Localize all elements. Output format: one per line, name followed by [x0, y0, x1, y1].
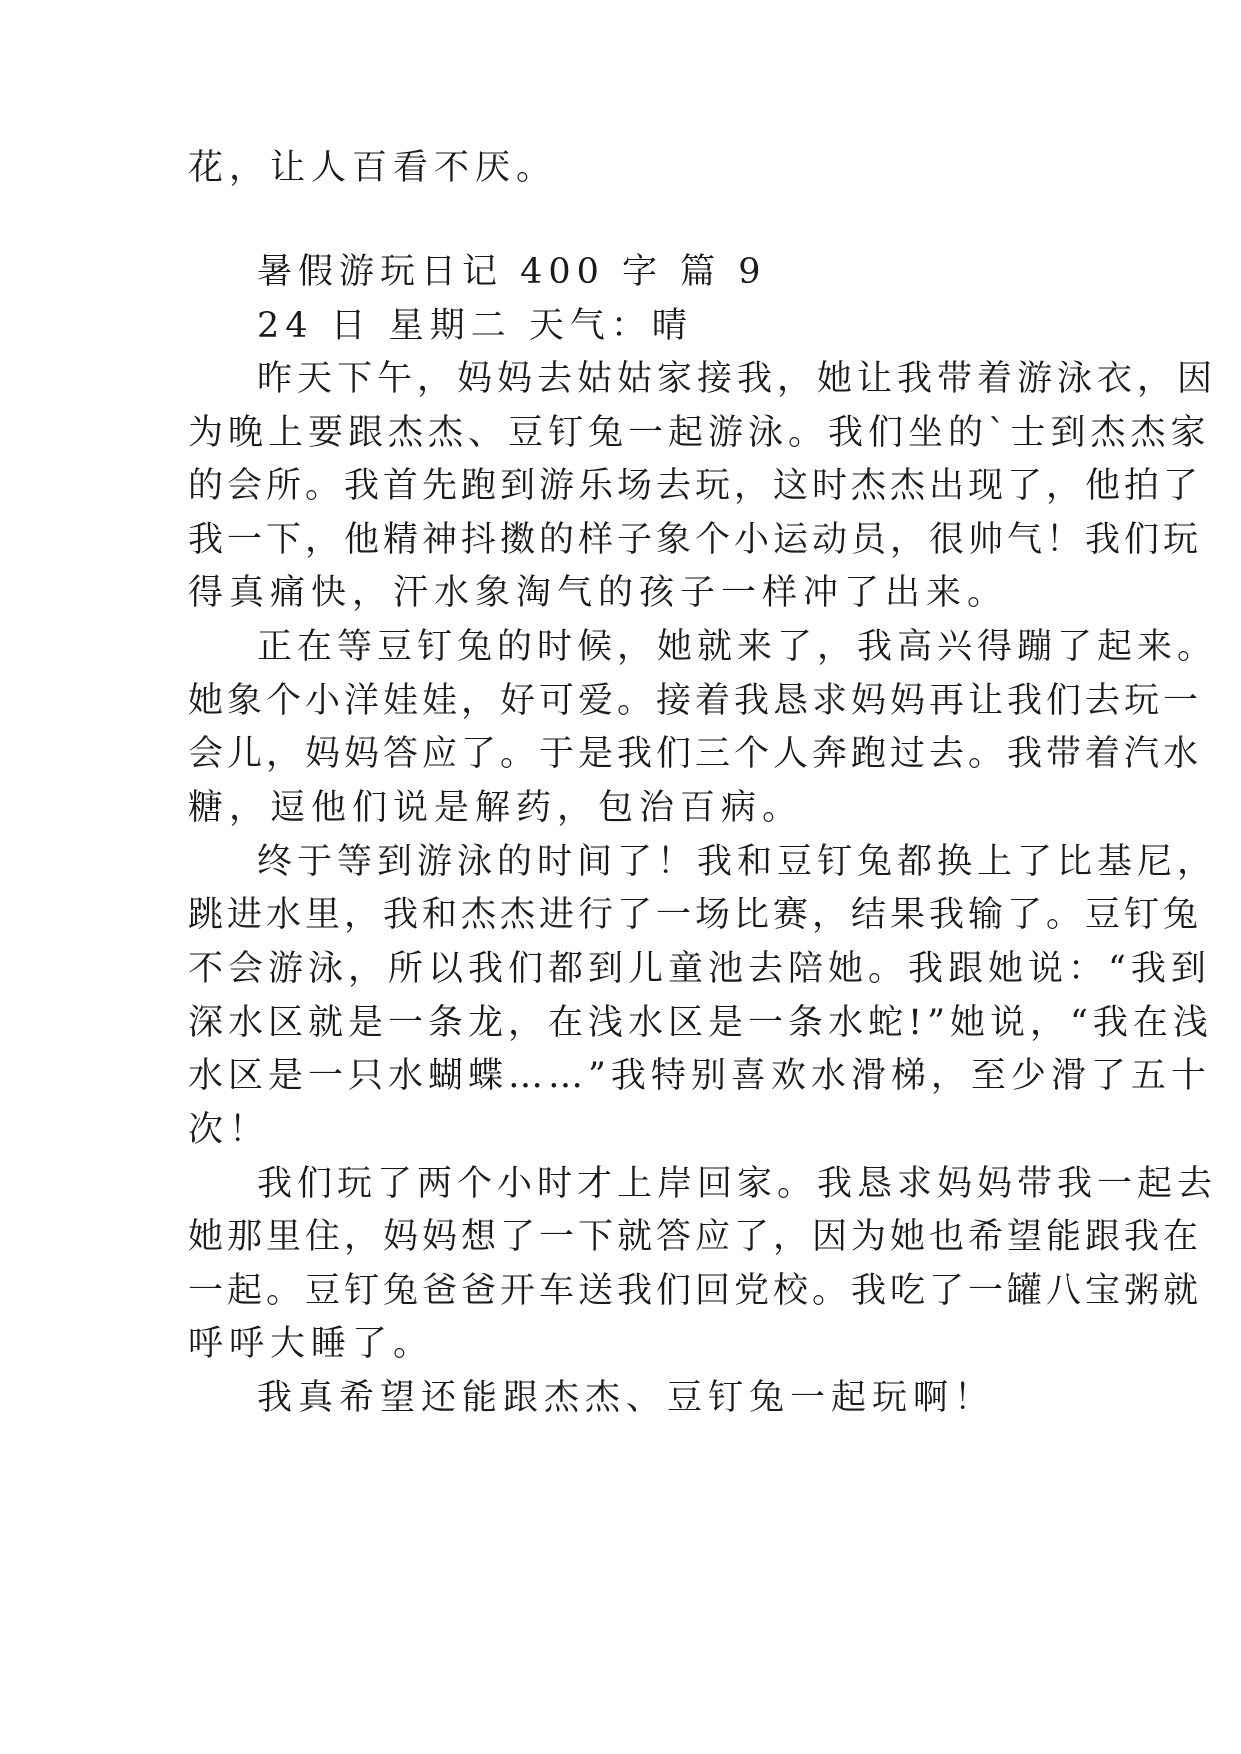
paragraph-line: 的会所。我首先跑到游乐场去玩，这时杰杰出现了，他拍了: [188, 466, 1203, 506]
paragraph-line: 昨天下午，妈妈去姑姑家接我，她让我带着游泳衣，因: [257, 359, 1218, 399]
paragraph-line: 为晚上要跟杰杰、豆钉兔一起游泳。我们坐的`士到杰杰家: [188, 413, 1211, 453]
paragraph-line: 不会游泳，所以我们都到儿童池去陪她。我跟她说：“我到: [188, 949, 1211, 989]
paragraph-line: 她象个小洋娃娃，好可爱。接着我恳求妈妈再让我们去玩一: [188, 681, 1203, 721]
paragraph-line: 我们玩了两个小时才上岸回家。我恳求妈妈带我一起去: [257, 1164, 1218, 1204]
paragraph-line: 跳进水里，我和杰杰进行了一场比赛，结果我输了。豆钉兔: [188, 895, 1203, 935]
paragraph-line: 我一下，他精神抖擞的样子象个小运动员，很帅气！我们玩: [188, 520, 1203, 560]
paragraph-line: 糖，逗他们说是解药，包治百病。: [188, 788, 804, 828]
date-weather-line: 24 日 星期二 天气：晴: [257, 306, 693, 346]
text-line: 花，让人百看不厌。: [188, 148, 558, 188]
paragraph-line: 我真希望还能跟杰杰、豆钉兔一起玩啊！: [257, 1378, 996, 1418]
paragraph-line: 深水区就是一条龙，在浅水区是一条水蛇!”她说，“我在浅: [188, 1003, 1213, 1043]
paragraph-line: 会儿，妈妈答应了。于是我们三个人奔跑过去。我带着汽水: [188, 734, 1203, 774]
paragraph-line: 次！: [188, 1110, 271, 1150]
paragraph-line: 得真痛快，汗水象淘气的孩子一样冲了出来。: [188, 573, 1009, 613]
paragraph-line: 呼呼大睡了。: [188, 1324, 435, 1364]
paragraph-line: 她那里住，妈妈想了一下就答应了，因为她也希望能跟我在: [188, 1217, 1203, 1257]
paragraph-line: 终于等到游泳的时间了！我和豆钉兔都换上了比基尼，: [257, 842, 1218, 882]
paragraph-line: 一起。豆钉兔爸爸开车送我们回党校。我吃了一罐八宝粥就: [188, 1271, 1203, 1311]
paragraph-line: 水区是一只水蝴蝶……”我特别喜欢水滑梯，至少滑了五十: [188, 1056, 1211, 1096]
paragraph-line: 正在等豆钉兔的时候，她就来了，我高兴得蹦了起来。: [257, 627, 1218, 667]
article-title: 暑假游玩日记 400 字 篇 9: [257, 252, 767, 292]
